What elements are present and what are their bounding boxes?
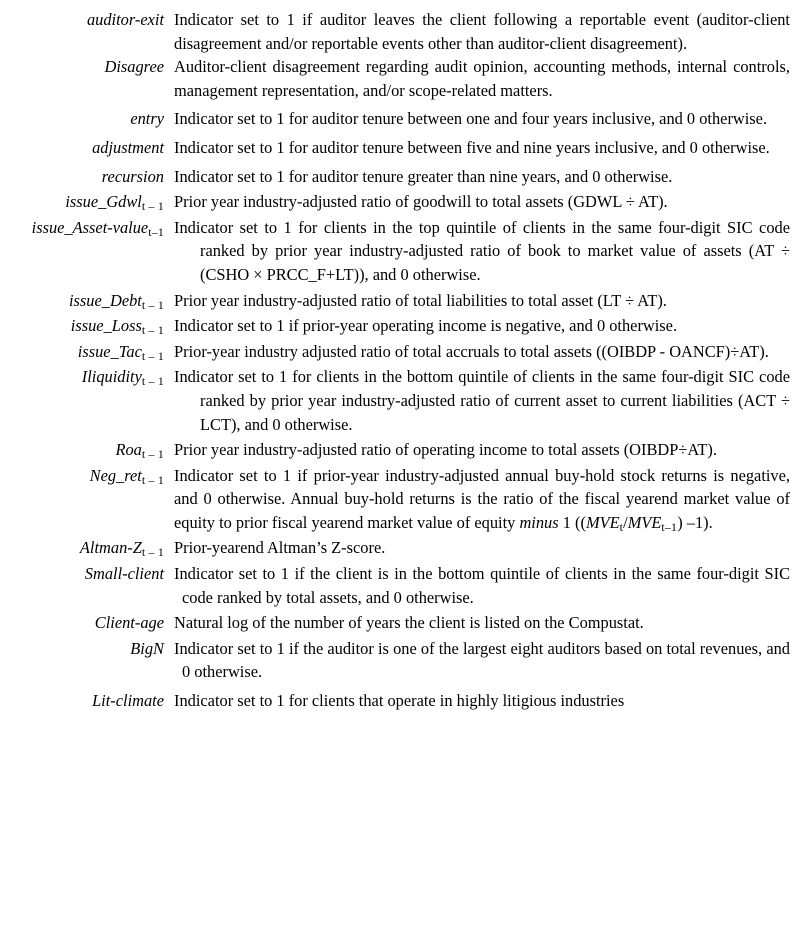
variable-definition: Prior year industry-adjusted ratio of total liabilities to total asset (LT ÷ AT). xyxy=(174,290,667,310)
term-label: recursion xyxy=(101,166,164,186)
variable-term xyxy=(0,102,170,131)
variable-definition: Prior year industry-adjusted ratio of goodwill to total assets (GDWL ÷ AT). xyxy=(174,192,668,212)
variable-definition: Prior-yearend Altman’s Z-score. xyxy=(174,538,386,558)
variable-definition: Prior-year industry adjusted ratio of total accruals to total assets ((OIBDP - OANCF)÷AT). xyxy=(174,341,769,361)
formula-mve-lagged-subscript: t–1 xyxy=(661,519,678,534)
term-label: Altman-Z xyxy=(79,538,142,558)
variable-definition: Indicator set to 1 if auditor leaves the client following a reportable event (auditor-client disagreement and/or reportable events other than auditor-client disagreement). xyxy=(174,10,790,53)
term-subscript: t – 1 xyxy=(141,348,164,363)
table-row xyxy=(0,684,802,713)
formula-mve-current-subscript: t xyxy=(619,519,624,534)
variable-term xyxy=(0,462,170,535)
term-subscript: t–1 xyxy=(148,224,164,239)
variable-term xyxy=(0,436,170,462)
formula-mve-lagged: MVE xyxy=(627,512,662,532)
table-row xyxy=(0,462,802,535)
table-row xyxy=(0,102,802,131)
table-row xyxy=(0,635,802,684)
table-row xyxy=(0,436,802,462)
table-row xyxy=(0,55,802,102)
variable-term xyxy=(0,214,170,287)
table-row xyxy=(0,363,802,436)
variable-term xyxy=(0,0,170,55)
variable-definition: Natural log of the number of years the client is listed on the Compustat. xyxy=(174,613,644,633)
variable-definition: Prior year industry-adjusted ratio of operating income to total assets (OIBDP÷AT). xyxy=(174,440,717,460)
definition-emphasis-minus: minus xyxy=(519,512,559,532)
formula-mve-current: MVE xyxy=(585,512,620,532)
variable-definition xyxy=(170,462,802,535)
table-row xyxy=(0,534,802,560)
table-row xyxy=(0,338,802,364)
table-row xyxy=(0,287,802,313)
term-label: Neg_ret xyxy=(89,465,142,485)
term-subscript: t – 1 xyxy=(141,322,164,337)
variable-term xyxy=(0,635,170,684)
variable-term xyxy=(0,560,170,609)
definition-text-part1: Indicator set to 1 if prior-year industry-adjusted annual buy-hold stock returns is negative, and 0 otherwise. Annual buy-hold returns is the ratio of the fiscal yearend market value of equity to prior fiscal yearend market value of equity xyxy=(174,465,790,532)
term-label: issue_Gdwl xyxy=(65,192,142,212)
table-row xyxy=(0,312,802,338)
variable-term xyxy=(0,188,170,214)
term-label: Roa xyxy=(115,440,142,460)
variable-term xyxy=(0,287,170,313)
variable-term xyxy=(0,338,170,364)
term-subscript: t – 1 xyxy=(141,297,164,312)
term-label: Client-age xyxy=(94,613,164,633)
variable-definition: Indicator set to 1 if the client is in the bottom quintile of clients in the same four-digit SIC code ranked by total assets, and 0 otherwise. xyxy=(174,564,790,607)
variable-term xyxy=(0,684,170,713)
term-subscript: t – 1 xyxy=(141,198,164,213)
variable-term xyxy=(0,131,170,160)
term-label: issue_Loss xyxy=(70,316,142,336)
variable-term xyxy=(0,312,170,338)
table-row xyxy=(0,609,802,635)
term-subscript: t – 1 xyxy=(141,472,164,487)
term-label: auditor-exit xyxy=(86,10,164,29)
variable-definition: Indicator set to 1 for auditor tenure greater than nine years, and 0 otherwise. xyxy=(174,166,673,186)
term-label: Disagree xyxy=(104,57,164,77)
variable-definition: Indicator set to 1 for auditor tenure between one and four years inclusive, and 0 otherwise. xyxy=(174,109,768,129)
term-label: adjustment xyxy=(92,137,164,157)
term-label: Lit-climate xyxy=(92,691,164,711)
table-row xyxy=(0,131,802,160)
variable-term xyxy=(0,160,170,189)
table-row xyxy=(0,0,802,55)
variable-definition: Auditor-client disagreement regarding audit opinion, accounting methods, internal controls, management representation, and/or scope-related matters. xyxy=(174,57,790,100)
variable-term xyxy=(0,534,170,560)
table-row xyxy=(0,188,802,214)
variable-term xyxy=(0,609,170,635)
variable-definition: Indicator set to 1 if the auditor is one of the largest eight auditors based on total revenues, and 0 otherwise. xyxy=(174,638,790,682)
table-row xyxy=(0,214,802,287)
definition-text-part3: ) –1). xyxy=(677,512,713,532)
table-row xyxy=(0,160,802,189)
definition-text-part2: 1 (( xyxy=(558,512,586,532)
variable-definition: Indicator set to 1 for clients in the bottom quintile of clients in the same four-digit SIC code ranked by prior year industry-adjusted ratio of current asset to current liabilities (ACT ÷ LCT), and 0 otherwise. xyxy=(174,367,790,434)
term-label: Small-client xyxy=(84,564,164,584)
term-label: issue_Asset-value xyxy=(31,217,149,237)
variable-term xyxy=(0,363,170,436)
variable-definition: Indicator set to 1 if prior-year operating income is negative, and 0 otherwise. xyxy=(174,316,678,336)
formula-divider: / xyxy=(623,512,628,532)
term-label: issue_Debt xyxy=(69,290,142,310)
variable-definition: Indicator set to 1 for clients in the top quintile of clients in the same four-digit SIC code ranked by prior year industry-adjusted ratio of book to market value of assets (AT ÷ (CSHO × PRCC_F+LT)), and 0 otherwise. xyxy=(174,217,790,284)
variable-term xyxy=(0,55,170,102)
term-subscript: t – 1 xyxy=(141,545,164,560)
term-label: issue_Tac xyxy=(77,341,142,361)
term-label: Iliquidity xyxy=(81,367,142,387)
term-label: entry xyxy=(130,109,164,129)
variable-definition: Indicator set to 1 for auditor tenure between five and nine years inclusive, and 0 otherwise. xyxy=(174,137,770,157)
variable-definition: Indicator set to 1 for clients that operate in highly litigious industries xyxy=(174,691,625,711)
term-subscript: t – 1 xyxy=(141,446,164,461)
table-row xyxy=(0,560,802,609)
term-label: BigN xyxy=(130,638,164,658)
term-subscript: t – 1 xyxy=(141,374,164,389)
